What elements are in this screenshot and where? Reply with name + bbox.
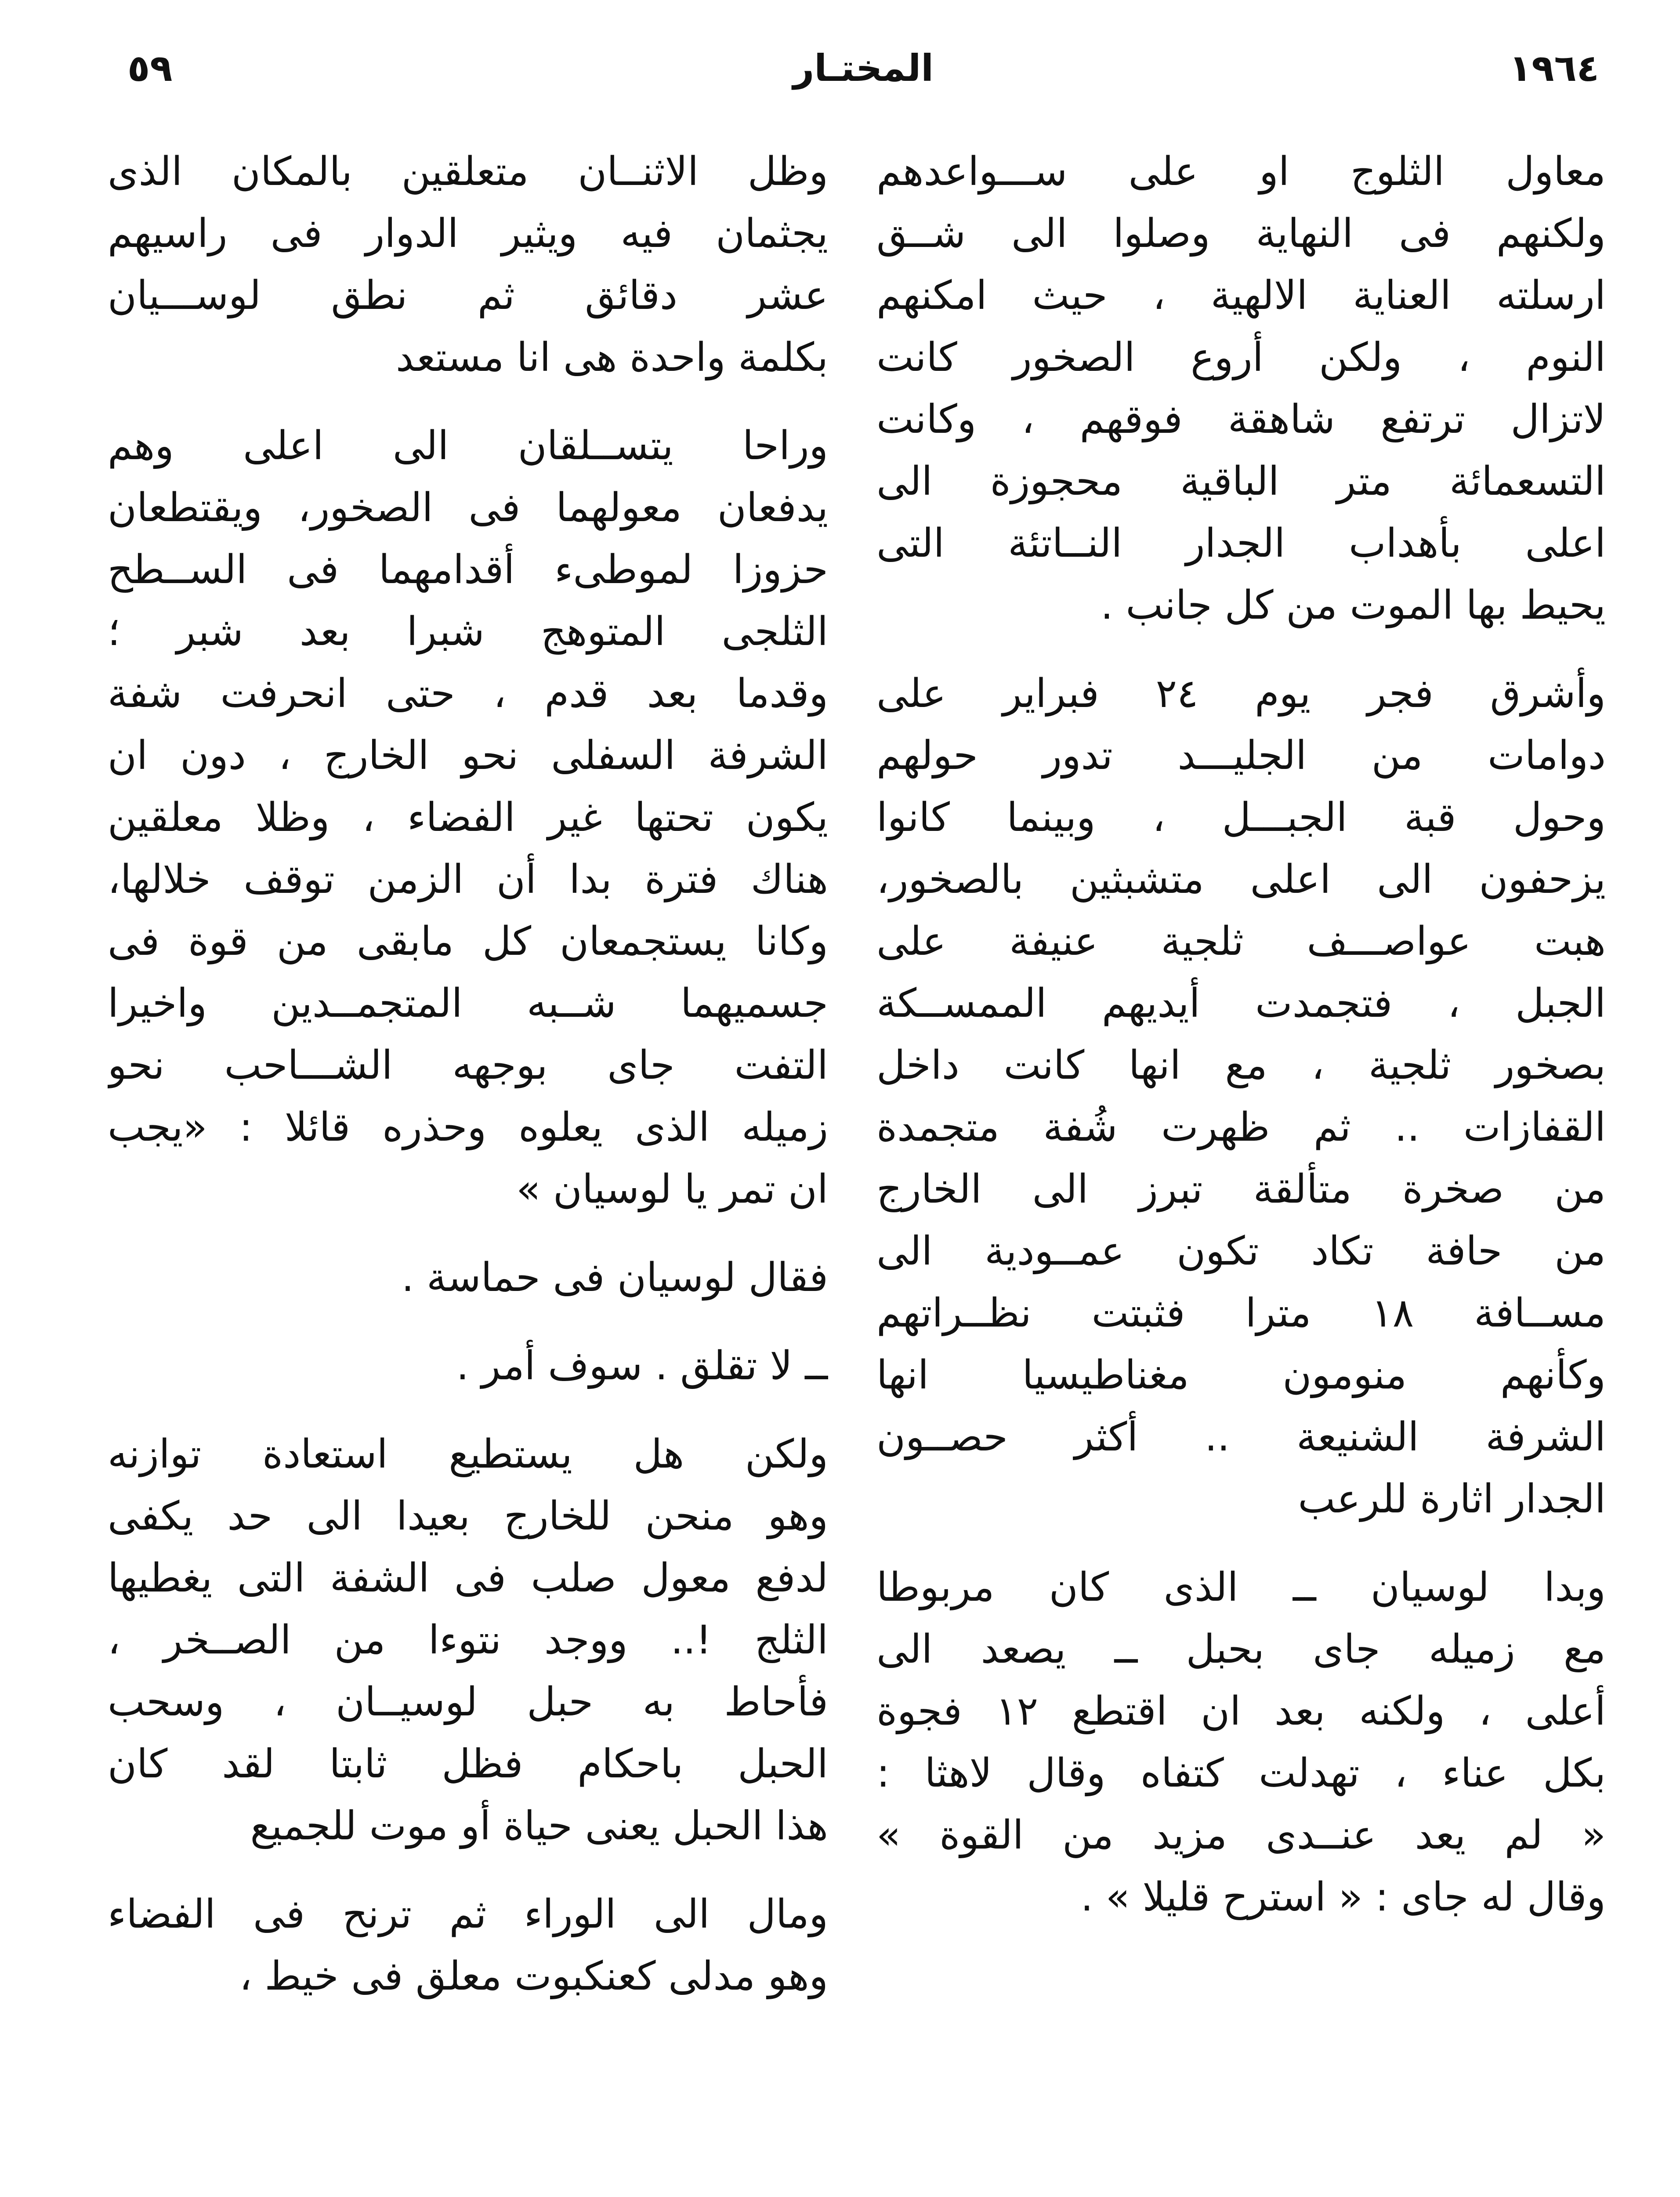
text-line: وكأنهم منومون مغناطيسيا انها (876, 1352, 1606, 1398)
text-line: الثلجى المتوهج شبرا بعد شبر ؛ (108, 609, 828, 655)
text-line: ولكنهم فى النهاية وصلوا الى شــق (876, 210, 1606, 257)
text-line: ولكن هل يستطيع استعادة توازنه (108, 1431, 828, 1477)
text-line: ان تمر يا لوسيان » (516, 1166, 828, 1212)
text-line: يكون تحتها غير الفضاء ، وظلا معلقين (108, 794, 828, 841)
text-line: وكانا يستجمعان كل مابقى من قوة فى (108, 918, 828, 964)
text-line: يحيط بها الموت من كل جانب . (1101, 582, 1606, 628)
text-line: وظل الاثنــان متعلقين بالمكان الذى (108, 149, 828, 195)
text-line: مســافة ١٨ مترا فثبتت نظــراتهم (876, 1290, 1606, 1336)
paragraph (108, 1247, 828, 1309)
paragraph-gap (108, 1220, 828, 1247)
text-line: هذا الحبل يعنى حياة أو موت للجميع (250, 1803, 828, 1849)
text-line: بكلمة واحدة هى انا مستعد (395, 334, 828, 381)
text-line: التسعمائة متر الباقية محجوزة الى (876, 458, 1606, 504)
paragraph (108, 141, 828, 388)
text-line: القفازات .. ثم ظهرت شُفة متجمدة (876, 1104, 1606, 1150)
text-line: الثلج !.. ووجد نتوءا من الصــخر ، (108, 1617, 828, 1663)
text-line: الشرفة الشنيعة .. أكثر حصــون (876, 1414, 1606, 1460)
text-line: الجبل ، فتجمدت أيديهم الممســكة (876, 980, 1606, 1026)
text-line: من صخرة متألقة تبرز الى الخارج (876, 1166, 1606, 1212)
text-line: وقدما بعد قدم ، حتى انحرفت شفة (108, 671, 828, 717)
text-line: جسميهما شــبه المتجمــدين واخيرا (108, 980, 828, 1026)
text-line: وحول قبة الجبـــل ، وبينما كانوا (876, 794, 1606, 841)
text-line: فقال لوسيان فى حماسة . (401, 1254, 828, 1301)
text-line: فأحاط به حبل لوسيــان ، وسحب (108, 1679, 828, 1725)
text-line: أعلى ، ولكنه بعد ان اقتطع ١٢ فجوة (876, 1688, 1606, 1734)
paragraph (108, 1423, 828, 1857)
text-line: الشرفة السفلى نحو الخارج ، دون ان (108, 732, 828, 779)
paragraph (876, 663, 1606, 1530)
text-line: يدفعان معولهما فى الصخور، ويقتطعان (108, 485, 828, 531)
text-line: ارسلته العناية الالهية ، حيث امكنهم (876, 272, 1606, 319)
text-line: من حافة تكاد تكون عمــودية الى (876, 1228, 1606, 1274)
paragraph-gap (108, 1397, 828, 1423)
text-line: وقال له جاى : « استرح قليلا » . (1080, 1874, 1606, 1920)
text-line: الجدار اثارة للرعب (1298, 1476, 1606, 1522)
text-line: « لم يعد عنــدى مزيد من القوة » (876, 1812, 1606, 1858)
text-line: وراحا يتســلقان الى اعلى وهم (108, 423, 828, 469)
text-line: هناك فترة بدا أن الزمن توقف خلالها، (108, 856, 828, 903)
paragraph-gap (108, 388, 828, 415)
text-line: ومال الى الوراء ثم ترنح فى الفضاء (108, 1891, 828, 1937)
text-line: حزوزا لموطىء أقدامهما فى الســطح (108, 547, 828, 593)
page-header (127, 40, 1599, 105)
text-column-left (108, 141, 828, 2007)
text-line: يزحفون الى اعلى متشبثين بالصخور، (876, 856, 1606, 903)
header-magazine-title: المختـار (793, 47, 934, 90)
text-line: اعلى بأهداب الجدار النــاتئة التى (876, 520, 1606, 566)
text-line: لدفع معول صلب فى الشفة التى يغطيها (108, 1555, 828, 1601)
text-line: بصخور ثلجية ، مع انها كانت داخل (876, 1042, 1606, 1088)
text-line: يجثمان فيه ويثير الدوار فى راسيهم (108, 210, 828, 257)
text-line: زميله الذى يعلوه وحذره قائلا : «يجب (108, 1104, 828, 1150)
text-line: وأشرق فجر يوم ٢٤ فبراير على (876, 671, 1606, 717)
paragraph-gap (876, 636, 1606, 663)
header-year: ١٩٦٤ (1509, 47, 1599, 90)
header-page-number: ٥٩ (127, 47, 173, 90)
text-line: دوامات من الجليـــد تدور حولهم (876, 732, 1606, 779)
text-line: وبدا لوسيان ــ الذى كان مربوطا (876, 1564, 1606, 1610)
text-line: معاول الثلوج او على ســـواعدهم (876, 149, 1606, 195)
text-line: مع زميله جاى بحبل ــ يصعد الى (876, 1626, 1606, 1672)
paragraph-gap (876, 1530, 1606, 1556)
paragraph-gap (108, 1309, 828, 1335)
text-line: وهو منحن للخارج بعيدا الى حد يكفى (108, 1493, 828, 1539)
text-line: التفت جاى بوجهه الشـــاحب نحو (108, 1042, 828, 1088)
text-line: وهو مدلى كعنكبوت معلق فى خيط ، (239, 1953, 828, 1999)
text-line: لاتزال ترتفع شاهقة فوقهم ، وكانت (876, 396, 1606, 442)
paragraph (108, 1883, 828, 2007)
paragraph-gap (108, 1857, 828, 1883)
text-line: هبت عواصـــف ثلجية عنيفة على (876, 918, 1606, 964)
paragraph (876, 1556, 1606, 1928)
text-column-right (876, 141, 1606, 1928)
text-line: بكل عناء ، تهدلت كتفاه وقال لاهثا : (876, 1750, 1606, 1796)
paragraph (108, 1335, 828, 1397)
text-line: عشر دقائق ثم نطق لوســـيان (108, 272, 828, 319)
text-line: ــ لا تقلق . سوف أمر . (456, 1343, 828, 1389)
text-line: الحبل باحكام فظل ثابتا لقد كان (108, 1741, 828, 1787)
text-line: النوم ، ولكن أروع الصخور كانت (876, 334, 1606, 381)
paragraph (876, 141, 1606, 636)
paragraph (108, 415, 828, 1220)
